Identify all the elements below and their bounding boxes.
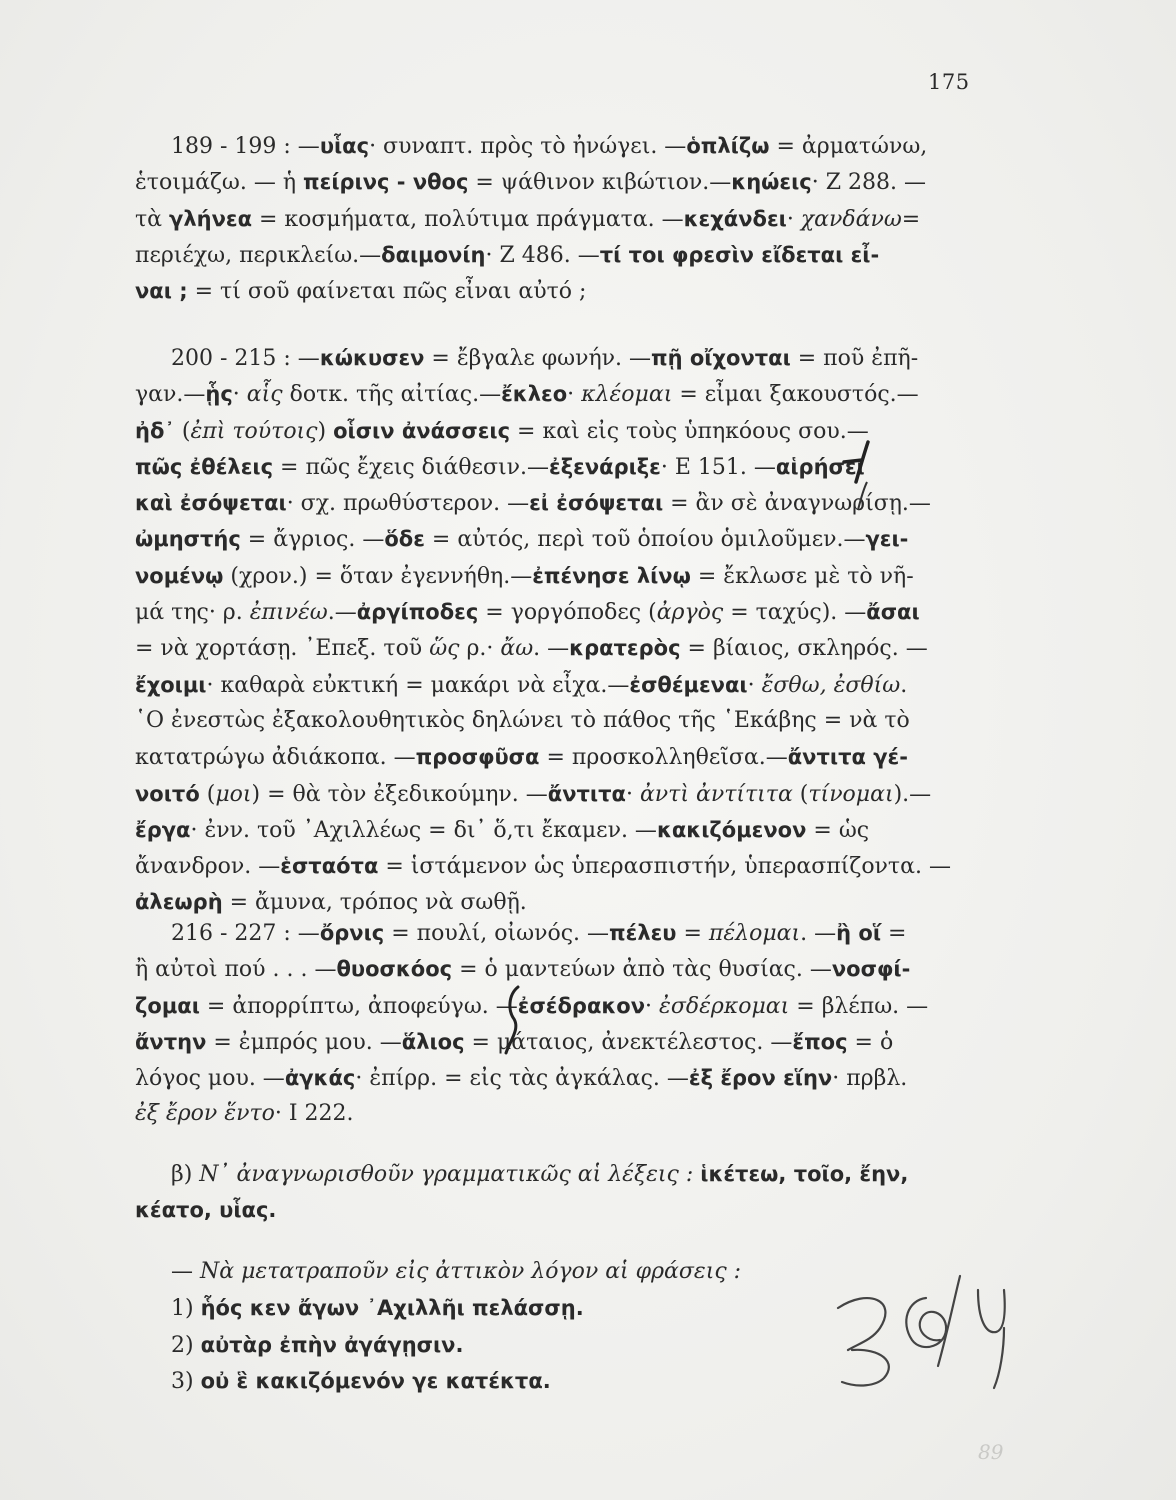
- lemma-bold: ἔργα: [135, 817, 191, 842]
- text-line: [135, 237, 983, 273]
- text-segment: (: [792, 781, 809, 807]
- text-line: [135, 1060, 983, 1096]
- lemma-bold: πέλευ: [609, 921, 677, 945]
- text-segment: ·: [645, 993, 660, 1019]
- text-segment: = ὁ μαντεύων ἀπὸ τὰς θυσίας. —: [452, 957, 832, 983]
- text-segment: .: [900, 672, 908, 698]
- text-line: [135, 667, 983, 703]
- lemma-bold: ὅδε: [384, 527, 425, 552]
- lemma-bold: καὶ ἐσόψεται: [135, 491, 287, 516]
- text-segment: = πουλί, οἰωνός. —: [384, 921, 610, 946]
- text-segment: · Ζ 486. —: [485, 242, 600, 268]
- lemma-bold: ἔκλεο: [501, 382, 568, 407]
- lemma-bold: οἷσιν ἀνάσσεις: [333, 418, 511, 443]
- text-segment: ·: [747, 672, 762, 698]
- lemma-bold: υἷας: [319, 134, 370, 158]
- text-segment: = βίαιος, σκληρός. —: [680, 636, 928, 662]
- text-italic: κλέομαι: [581, 382, 673, 408]
- pen-mark-line-151: [840, 438, 880, 484]
- lemma-bold: κρατερὸς: [569, 636, 681, 661]
- text-italic: ἐξ ἔρον ἕντο: [135, 1101, 275, 1127]
- text-segment: = πῶς ἔχεις διάθεσιν.—: [273, 454, 550, 480]
- text-segment: = καὶ εἰς τοὺς ὑπηκόους σου.—: [510, 418, 869, 444]
- text-italic: ἔσθω, ἐσθίω: [761, 672, 901, 698]
- lemma-bold: ὁπλίζω: [686, 134, 770, 158]
- text-segment: ): [317, 418, 334, 444]
- lemma-bold: ἀργίποδες: [356, 600, 479, 625]
- lemma-bold: ἐσθέμεναι: [629, 672, 748, 697]
- lemma-bold: ἠδ᾽: [135, 418, 175, 443]
- text-segment: 216 - 227 : —: [171, 921, 320, 946]
- lemma-bold: ἔχοιμι: [135, 672, 207, 697]
- text-segment: = νὰ χορτάσῃ. ᾿Επεξ. τοῦ: [135, 636, 430, 662]
- text-italic: αἷς: [246, 382, 283, 408]
- lemma-bold: γλήνεα: [169, 206, 252, 231]
- text-segment: (: [199, 781, 216, 807]
- text-line: [135, 812, 983, 848]
- text-italic: μοι: [215, 781, 252, 807]
- text-segment: —: [171, 1259, 200, 1284]
- text-segment: =: [901, 206, 921, 232]
- lemma-bold: αἱρήσει: [775, 454, 865, 479]
- text-segment: 200 - 215 : —: [171, 346, 320, 371]
- lemma-bold: ὄρνις: [319, 921, 385, 945]
- lemma-bold: ἢ οἵ: [836, 921, 882, 945]
- lemma-bold: γει-: [865, 527, 909, 552]
- text-line: [135, 703, 983, 739]
- text-line: [135, 1192, 983, 1228]
- text-segment: .—: [327, 600, 357, 626]
- lemma-bold: πῇ οἴχονται: [650, 346, 791, 370]
- text-line: [135, 630, 983, 666]
- lemma-bold: πείρινς - νθος: [303, 170, 469, 195]
- text-segment: ῾Ο ἐνεστὼς ἐξακολουθητικὸς δηλώνει τὸ πάθος τῆς ῾Εκάβης = νὰ τὸ: [135, 707, 910, 733]
- text-segment: ἢ αὐτοὶ πού . . . —: [135, 957, 337, 983]
- lemma-bold: ἅλιος: [401, 1029, 465, 1054]
- text-segment: = ὡς: [806, 817, 870, 843]
- text-line: [135, 1024, 983, 1060]
- lemma-bold: ᾗς: [205, 382, 233, 407]
- text-line: [135, 776, 983, 812]
- text-segment: · ἐνν. τοῦ ᾿Αχιλλέως = δι᾽ ὅ,τι ἔκαμεν. —: [190, 817, 657, 843]
- paragraph-lines-200-215: [135, 340, 983, 921]
- text-line: [135, 558, 983, 594]
- lemma-bold: ἄντην: [135, 1029, 207, 1054]
- text-segment: (: [174, 418, 191, 444]
- text-segment: περιέχω, περικλείω.—: [135, 242, 382, 268]
- text-segment: . —: [533, 636, 570, 662]
- text-line: [135, 848, 983, 884]
- lemma-bold: ἐξενάριξε: [549, 454, 661, 479]
- lemma-bold: ἀγκάς: [284, 1066, 356, 1091]
- text-line: [135, 951, 983, 987]
- lemma-bold: ὠμηστής: [135, 527, 241, 552]
- text-segment: = ἀρματώνω,: [769, 134, 928, 159]
- text-segment: = βλέπω. —: [789, 993, 929, 1019]
- text-segment: = ἄμυνα, τρόπος νὰ σωθῇ.: [222, 890, 527, 916]
- text-segment: = ὁ: [847, 1029, 894, 1055]
- lemma-bold: δαιμονίη: [381, 242, 486, 267]
- lemma-bold: νοσφί-: [831, 957, 911, 982]
- text-segment: = ἔβγαλε φωνήν. —: [424, 346, 651, 371]
- text-segment: 2): [171, 1332, 201, 1358]
- text-italic: Ν᾽ ἀναγνωρισθοῦν γραμματικῶς αἱ λέξεις :: [199, 1162, 694, 1187]
- lemma-bold: ἔπος: [792, 1029, 848, 1054]
- lemma-bold: κώκυσεν: [319, 346, 425, 370]
- text-segment: ·: [567, 382, 582, 408]
- text-italic: ἀντὶ ἀντίτιτα: [639, 781, 793, 807]
- text-segment: = ταχύς). —: [723, 600, 867, 626]
- lemma-bold: ἱκέτεω, τοῖο, ἔην,: [700, 1162, 909, 1186]
- text-segment: . —: [800, 921, 837, 946]
- text-segment: κατατρώγω ἀδιάκοπα. —: [135, 745, 416, 771]
- lemma-bold: ἄντιτα γέ-: [787, 745, 908, 770]
- text-segment: · συναπτ. πρὸς τὸ ἠνώγει. —: [369, 134, 687, 159]
- lemma-bold: ἀλεωρὴ: [135, 890, 223, 915]
- text-segment: = ἂν σὲ ἀναγνωρίσῃ.—: [663, 491, 931, 517]
- text-segment: = ἀπορρίπτω, ἀποφεύγω. —: [199, 993, 518, 1019]
- text-segment: = τί σοῦ φαίνεται πῶς εἶναι αὐτό ;: [187, 279, 587, 305]
- text-line: [135, 594, 983, 630]
- text-segment: = γοργόποδες (: [478, 600, 657, 626]
- text-segment: = προσκολληθεῖσα.—: [539, 745, 788, 771]
- text-segment: δοτκ. τῆς αἰτίας.—: [282, 382, 502, 408]
- lemma-bold: κακιζόμενον: [656, 817, 807, 842]
- text-segment: ·: [786, 206, 801, 232]
- text-line: [135, 739, 983, 775]
- text-segment: = αὐτός, περὶ τοῦ ὁποίου ὁμιλοῦμεν.—: [424, 527, 866, 553]
- text-segment: · πρβλ.: [832, 1066, 908, 1092]
- text-italic: Νὰ μετατραποῦν εἰς ἀττικὸν λόγον αἱ φράσεις :: [200, 1259, 742, 1284]
- text-segment: · Ι 222.: [274, 1101, 354, 1127]
- text-line: [135, 988, 983, 1024]
- text-segment: · ἐπίρρ. = εἰς τὰς ἀγκάλας. —: [355, 1066, 689, 1092]
- text-segment: μά της· ρ.: [135, 600, 250, 626]
- text-line: [135, 1156, 983, 1192]
- text-segment: 189 - 199 : —: [171, 134, 320, 159]
- text-segment: =: [881, 921, 907, 946]
- lemma-bold: εἰ ἐσόψεται: [529, 491, 664, 516]
- pen-mark-caret: [855, 480, 875, 514]
- lemma-bold: νοιτό: [135, 781, 200, 806]
- text-segment: ρ.·: [459, 636, 501, 662]
- lemma-bold: ἄσαι: [866, 600, 920, 625]
- exercise-beta: [135, 1156, 983, 1229]
- text-segment: = εἶμαι ξακουστός.—: [672, 382, 919, 408]
- lemma-bold: ναι ;: [135, 279, 188, 304]
- text-line: [135, 201, 983, 237]
- text-italic: τίνομαι: [808, 781, 894, 807]
- text-segment: = ποῦ ἐπῆ-: [790, 346, 919, 371]
- text-segment: · Ζ 288. —: [811, 170, 926, 196]
- lemma-bold: ἐξ ἔρον εἵην: [688, 1066, 833, 1091]
- faint-bleedthrough-mark: 89: [978, 1440, 1004, 1464]
- lemma-bold: ζομαι: [135, 993, 200, 1018]
- text-line: [135, 521, 983, 557]
- text-italic: πέλομαι: [708, 921, 801, 946]
- text-segment: ἑτοιμάζω. — ἡ: [135, 170, 304, 196]
- text-italic: ἐπινέω: [249, 600, 328, 626]
- text-italic: ἐπὶ τούτοις: [190, 418, 318, 444]
- lemma-bold: θυοσκόος: [336, 957, 453, 982]
- lemma-bold: ἐπένησε λίνῳ: [532, 563, 691, 588]
- text-segment: = ἐμπρός μου. —: [206, 1029, 402, 1055]
- text-italic: ἄω: [500, 636, 534, 662]
- lemma-bold: κεχάνδει: [683, 206, 787, 231]
- text-segment: = μάταιος, ἀνεκτέλεστος. —: [464, 1029, 793, 1055]
- lemma-bold: ἐσέδρακον: [517, 993, 646, 1018]
- text-line: [135, 1096, 983, 1132]
- text-segment: ·: [625, 781, 640, 807]
- lemma-bold: ἧός κεν ἄγων ᾿Αχιλλῆι πελάσσῃ.: [200, 1296, 584, 1321]
- text-segment: = κοσμήματα, πολύτιμα πράγματα. —: [252, 206, 684, 232]
- text-italic: ὥς: [429, 636, 460, 662]
- text-line: [135, 340, 983, 376]
- lemma-bold: νομένῳ: [135, 563, 224, 588]
- text-line: [135, 273, 983, 309]
- text-italic: ἐσδέρκομαι: [659, 993, 790, 1019]
- text-segment: γαν.—: [135, 382, 206, 408]
- text-segment: = ψάθινον κιβώτιον.—: [468, 170, 732, 196]
- text-italic: ἀργὸς: [656, 600, 724, 626]
- pen-mark-bracket: [500, 985, 524, 1055]
- lemma-bold: προσφῦσα: [415, 745, 540, 770]
- text-line: [135, 164, 983, 200]
- lemma-bold: κηώεις: [731, 170, 812, 195]
- text-segment: · καθαρὰ εὐκτική = μακάρι νὰ εἶχα.—: [206, 672, 630, 698]
- text-segment: 3): [171, 1368, 201, 1394]
- text-segment: · Ε 151. —: [660, 454, 776, 480]
- lemma-bold: αὐτὰρ ἐπὴν ἀγάγῃσιν.: [200, 1332, 464, 1357]
- text-segment: τὰ: [135, 206, 170, 232]
- lemma-bold: ἑσταότα: [280, 854, 379, 879]
- text-segment: (χρον.) = ὅταν ἐγεννήθη.—: [223, 563, 533, 589]
- text-segment: ).—: [893, 781, 932, 807]
- text-line: [135, 915, 983, 951]
- lemma-bold: πῶς ἐθέλεις: [135, 454, 274, 479]
- lemma-bold: τί τοι φρεσὶν εἴδεται εἶ-: [599, 242, 880, 267]
- text-italic: χανδάνω: [800, 206, 902, 232]
- text-line: [135, 128, 983, 164]
- lemma-bold: κέατο, υἷας.: [135, 1198, 277, 1223]
- text-segment: =: [676, 921, 709, 946]
- page-number: 175: [928, 70, 970, 94]
- paragraph-lines-216-227: [135, 915, 983, 1133]
- text-line: [135, 376, 983, 412]
- text-segment: ·: [232, 382, 247, 408]
- lemma-bold: οὐ ἓ κακιζόμενόν γε κατέκτα.: [200, 1368, 551, 1393]
- text-segment: = ἱστάμενον ὡς ὑπερασπιστήν, ὑπερασπίζοντα. —: [378, 854, 951, 880]
- text-segment: β): [171, 1162, 200, 1187]
- text-segment: ἄνανδρον. —: [135, 854, 281, 880]
- handwritten-signature: [828, 1270, 1018, 1390]
- text-segment: λόγος μου. —: [135, 1066, 285, 1092]
- paragraph-lines-189-199: [135, 128, 983, 309]
- text-segment: ) = θὰ τὸν ἐξεδικούμην. —: [251, 781, 548, 807]
- text-segment: = ἔκλωσε μὲ τὸ νῆ-: [690, 563, 914, 589]
- lemma-bold: ἄντιτα: [547, 781, 626, 806]
- text-segment: · σχ. πρωθύστερον. —: [286, 491, 530, 517]
- text-segment: 1): [171, 1296, 201, 1322]
- text-segment: = ἄγριος. —: [240, 527, 385, 553]
